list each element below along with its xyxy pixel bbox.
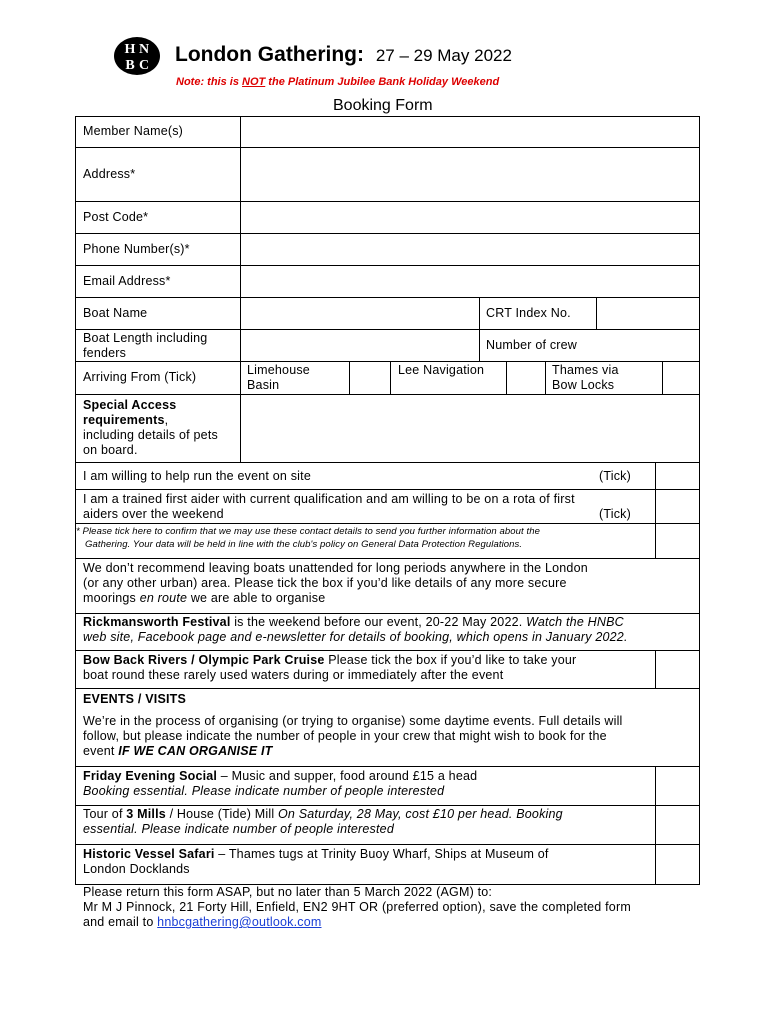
friday-social-text: Friday Evening Social – Music and supper, food around £15 a head Booking essential. Please indicate number of people interested	[83, 769, 478, 798]
label-member-names: Member Name(s)	[83, 124, 184, 138]
consent-tick-box[interactable]	[656, 524, 699, 558]
rickmansworth-text: Rickmansworth Festival is the weekend before our event, 20-22 May 2022. Watch the HNBC web site, Facebook page and e-newsletter for details of booking, which opens in January 2022.	[83, 615, 628, 644]
limehouse-tick-box[interactable]	[350, 362, 390, 394]
three-mills-text: Tour of 3 Mills / House (Tide) Mill On Saturday, 28 May, cost £10 per head. Booking essential. Please indicate number of people interested	[83, 807, 563, 836]
label-email: Email Address*	[83, 274, 171, 288]
event-dates: 27 – 29 May 2022	[375, 46, 512, 65]
hnbc-logo	[113, 36, 161, 76]
header-note: Note: this is NOT the Platinum Jubilee Bank Holiday Weekend	[176, 76, 500, 88]
bow-back-tick-box[interactable]	[656, 651, 699, 688]
label-boat-length: Boat Length including fenders	[83, 331, 208, 360]
first-aid-tick-box[interactable]	[656, 490, 699, 523]
help-run-text: I am willing to help run the event on site	[83, 469, 311, 483]
member-names-field[interactable]	[241, 117, 699, 147]
label-phone: Phone Number(s)*	[83, 242, 190, 256]
label-arriving: Arriving From (Tick)	[83, 370, 197, 384]
form-title: Booking Form	[333, 97, 433, 114]
safari-text: Historic Vessel Safari – Thames tugs at Trinity Buoy Wharf, Ships at Museum of London Docklands	[83, 847, 549, 876]
phone-field[interactable]	[241, 234, 699, 265]
consent-text: * Please tick here to confirm that we may use these contact details to send you further information about the Gathering. Your data will be held in line with the club's policy on General Data Protection Regulations.	[76, 526, 540, 550]
first-aid-text: I am a trained first aider with current qualification and am willing to be on a rota of first aiders over the weekend	[83, 492, 575, 521]
post-code-field[interactable]	[241, 202, 699, 233]
label-crt-index: CRT Index No.	[486, 306, 571, 320]
email-field[interactable]	[241, 266, 699, 297]
crew-count-field[interactable]	[597, 330, 699, 361]
label-address: Address*	[83, 167, 136, 181]
svg-text:N: N	[138, 42, 150, 57]
header-title	[175, 42, 512, 69]
label-lee: Lee Navigation	[398, 363, 485, 377]
label-limehouse: Limehouse Basin	[247, 363, 310, 392]
safari-count[interactable]	[656, 845, 699, 884]
return-instructions: Please return this form ASAP, but no later than 5 March 2022 (AGM) to: Mr M J Pinnock, 21 Forty Hill, Enfield, EN2 9HT OR (preferred option), save the completed form and email to hnbcgathering@outlook.com	[83, 885, 631, 929]
crt-index-field[interactable]	[597, 298, 699, 329]
label-thames: Thames via Bow Locks	[552, 363, 619, 392]
label-special-access: Special Access requirements, including details of pets on board.	[83, 398, 218, 457]
special-access-field[interactable]	[241, 395, 699, 462]
boat-length-field[interactable]	[241, 330, 479, 361]
first-aid-tick-label: (Tick)	[599, 507, 631, 521]
label-boat-name: Boat Name	[83, 306, 148, 320]
svg-text:B: B	[125, 58, 135, 73]
moorings-text: We don’t recommend leaving boats unattended for long periods anywhere in the London (or any other urban) area. Please tick the box if you’d like details of any more secure moorings en route we are able to organise	[83, 561, 588, 605]
address-field[interactable]	[241, 148, 699, 201]
email-link[interactable]: hnbcgathering@outlook.com	[157, 915, 322, 929]
lee-tick-box[interactable]	[507, 362, 545, 394]
help-run-tick-label: (Tick)	[599, 469, 631, 483]
label-post-code: Post Code*	[83, 210, 149, 224]
events-title: EVENTS / VISITS	[83, 692, 187, 706]
bow-back-text: Bow Back Rivers / Olympic Park Cruise Please tick the box if you’d like to take your boat round these rarely used waters during or immediately after the event	[83, 653, 577, 682]
three-mills-count[interactable]	[656, 806, 699, 844]
svg-text:C: C	[138, 58, 150, 73]
thames-tick-box[interactable]	[663, 362, 699, 394]
events-text: We’re in the process of organising (or trying to organise) some daytime events. Full details will follow, but please indicate the number of people in your crew that might wish to book for the event IF WE CAN ORGANISE IT	[83, 714, 623, 758]
page-title: London Gathering:	[175, 43, 364, 66]
friday-social-count[interactable]	[656, 767, 699, 805]
label-crew: Number of crew	[486, 338, 578, 352]
help-run-tick-box[interactable]	[656, 463, 699, 489]
svg-text:H: H	[124, 42, 136, 57]
boat-name-field[interactable]	[241, 298, 479, 329]
